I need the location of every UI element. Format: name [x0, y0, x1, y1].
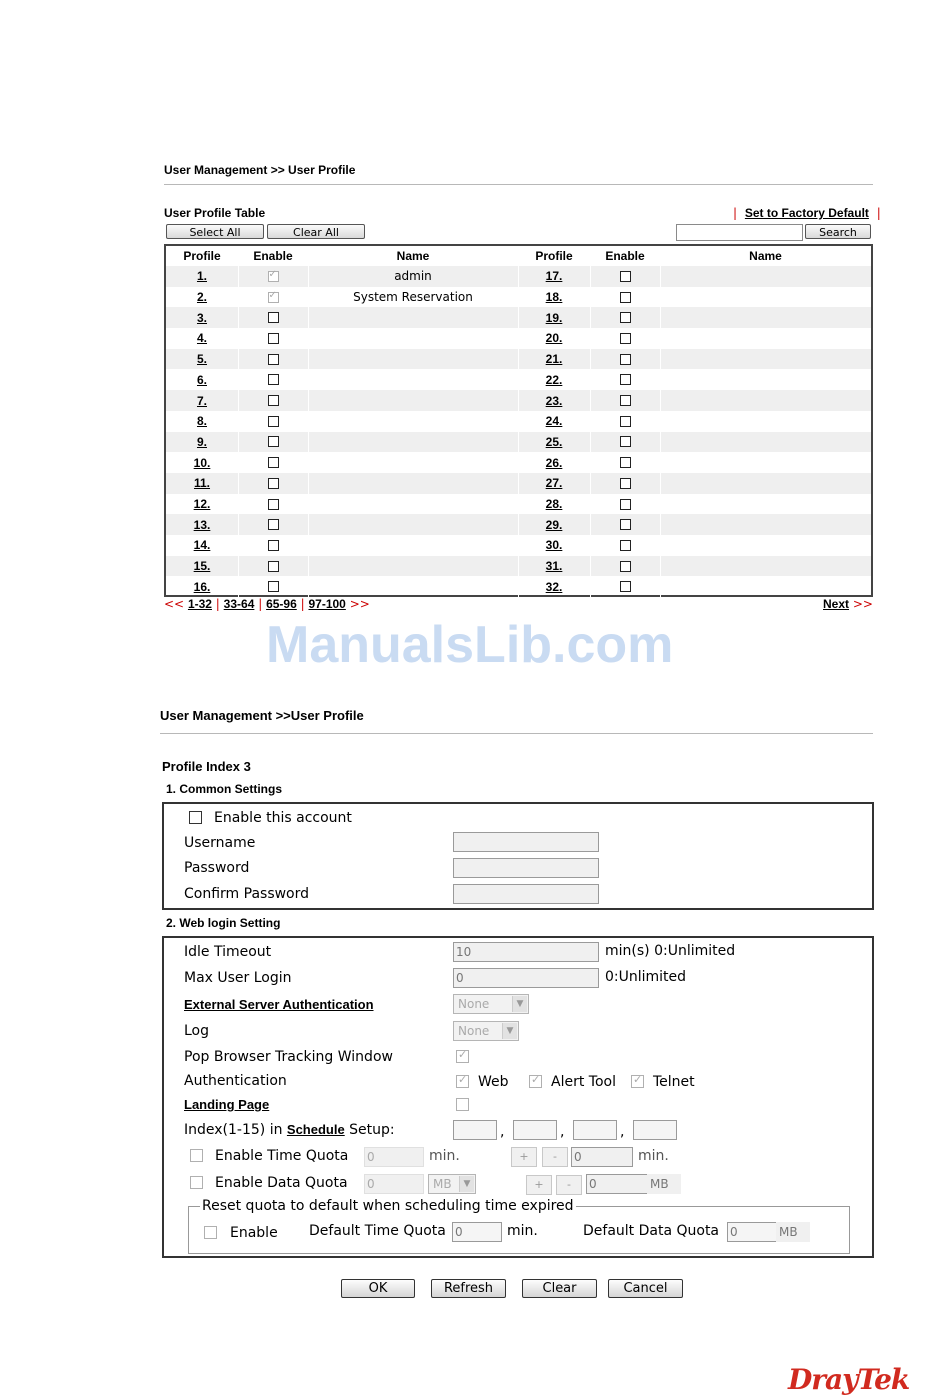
default-data-quota-input[interactable]: 0 — [727, 1222, 777, 1242]
profile-link[interactable]: 24. — [545, 414, 563, 429]
enable-checkbox[interactable] — [620, 333, 631, 344]
profile-link[interactable]: 16. — [193, 579, 211, 594]
table-row — [166, 349, 871, 370]
profile-link[interactable]: 21. — [545, 352, 563, 367]
enable-checkbox[interactable] — [268, 457, 279, 468]
pager-page-3[interactable]: 65-96 — [266, 597, 297, 611]
search-input[interactable] — [676, 224, 803, 241]
clear-all-button[interactable]: Clear All — [267, 224, 365, 239]
schedule-index-label — [184, 1122, 395, 1138]
data-quota-plus-button[interactable]: + — [526, 1175, 552, 1195]
log-select[interactable] — [453, 1021, 519, 1041]
log-value: None — [458, 1024, 490, 1038]
enable-checkbox[interactable] — [620, 519, 631, 530]
enable-account-checkbox[interactable] — [189, 811, 202, 824]
pop-browser-label: Pop Browser Tracking Window — [184, 1049, 393, 1065]
profile-link[interactable]: 26. — [545, 455, 563, 470]
default-time-quota-unit: min. — [507, 1223, 538, 1239]
confirm-password-input[interactable] — [453, 884, 599, 904]
authentication-label: Authentication — [184, 1073, 287, 1089]
clear-button[interactable]: Clear — [522, 1279, 597, 1298]
enable-checkbox[interactable] — [620, 540, 631, 551]
profile-link[interactable]: 28. — [545, 497, 563, 512]
select-all-button[interactable]: Select All — [166, 224, 264, 239]
table-row — [166, 494, 871, 515]
data-quota-minus-button[interactable]: - — [556, 1175, 582, 1195]
watermark: ManualsLib.com — [266, 616, 674, 674]
header-enable: Enable — [253, 249, 293, 263]
landing-page-link[interactable]: Landing Page — [184, 1097, 270, 1112]
enable-checkbox[interactable] — [268, 540, 279, 551]
table-row — [166, 473, 871, 494]
schedule-index-suffix: Setup: — [349, 1122, 395, 1138]
enable-checkbox[interactable] — [620, 354, 631, 365]
enable-checkbox[interactable] — [268, 436, 279, 447]
schedule-index-2[interactable] — [513, 1120, 557, 1140]
max-user-login-input[interactable]: 0 — [453, 968, 599, 988]
profile-link[interactable]: 25. — [545, 434, 563, 449]
auth-alert-checkbox[interactable] — [529, 1075, 542, 1088]
enable-checkbox[interactable] — [268, 581, 279, 592]
auth-web-label: Web — [478, 1074, 509, 1090]
auth-telnet-checkbox[interactable] — [631, 1075, 644, 1088]
user-profile-table — [164, 244, 873, 597]
profile-link[interactable]: 6. — [196, 372, 207, 387]
profile-index-title: Profile Index 3 — [162, 759, 251, 774]
data-quota-total-input[interactable]: 0 — [586, 1174, 648, 1194]
pop-browser-checkbox[interactable] — [456, 1050, 469, 1063]
table-row — [166, 390, 871, 411]
default-time-quota-label: Default Time Quota — [309, 1223, 446, 1239]
schedule-index-prefix: Index(1-15) in — [184, 1122, 283, 1138]
reset-enable-label: Enable — [230, 1225, 278, 1241]
time-quota-total-input[interactable]: 0 — [571, 1147, 633, 1167]
data-quota-label: Enable Data Quota — [215, 1175, 348, 1191]
pager-page-2[interactable]: 33-64 — [223, 597, 255, 611]
auth-web-checkbox[interactable] — [456, 1075, 469, 1088]
confirm-password-label: Confirm Password — [184, 886, 310, 902]
enable-checkbox[interactable] — [620, 478, 631, 489]
profile-link[interactable]: 11. — [193, 476, 211, 491]
reset-quota-legend: Reset quota to default when scheduling time expired — [202, 1198, 574, 1214]
idle-timeout-hint: min(s) 0:Unlimited — [605, 943, 736, 959]
enable-checkbox[interactable] — [268, 374, 279, 385]
external-auth-select[interactable] — [453, 994, 529, 1014]
profile-link[interactable]: 2. — [196, 290, 207, 305]
enable-checkbox[interactable] — [620, 561, 631, 572]
ok-button[interactable]: OK — [341, 1279, 415, 1298]
enable-account-label: Enable this account — [214, 810, 352, 826]
table-row — [166, 370, 871, 391]
profile-link[interactable]: 12. — [193, 497, 211, 512]
profile-link[interactable]: 19. — [545, 310, 563, 325]
table-row — [166, 287, 871, 308]
default-data-quota-label: Default Data Quota — [583, 1223, 720, 1239]
pager-prev[interactable]: << — [164, 597, 185, 611]
enable-checkbox — [268, 292, 279, 303]
auth-alert-label: Alert Tool — [551, 1074, 616, 1090]
enable-checkbox[interactable] — [268, 312, 279, 323]
table-row — [166, 307, 871, 328]
profile-link[interactable]: 3. — [196, 310, 207, 325]
profile-link[interactable]: 20. — [545, 331, 563, 346]
default-time-quota-input[interactable]: 0 — [452, 1222, 502, 1242]
profile-name: System Reservation — [353, 290, 473, 305]
data-quota-input[interactable]: 0 — [364, 1174, 424, 1194]
enable-checkbox[interactable] — [268, 333, 279, 344]
time-quota-input[interactable]: 0 — [364, 1147, 424, 1167]
breadcrumb: User Management >>User Profile — [160, 708, 364, 723]
enable-checkbox[interactable] — [620, 581, 631, 592]
pager-next-arrows[interactable]: >> — [349, 597, 370, 611]
data-quota-unit-value: MB — [433, 1177, 452, 1191]
time-quota-minus-button[interactable]: - — [542, 1147, 568, 1167]
table-row — [166, 266, 871, 287]
profile-link[interactable]: 32. — [545, 579, 563, 594]
chevron-down-icon: ▼ — [502, 1023, 517, 1039]
profile-link[interactable]: 22. — [545, 372, 563, 387]
separator: | — [300, 597, 305, 611]
profile-link[interactable]: 9. — [196, 434, 207, 449]
password-label: Password — [184, 860, 250, 876]
profile-link[interactable]: 10. — [193, 455, 211, 470]
schedule-index-3[interactable] — [573, 1120, 617, 1140]
profile-link[interactable]: 14. — [193, 538, 211, 553]
table-row — [166, 432, 871, 453]
profile-name: admin — [394, 269, 432, 284]
idle-timeout-label: Idle Timeout — [184, 944, 272, 960]
landing-page-checkbox[interactable] — [456, 1098, 469, 1111]
enable-checkbox[interactable] — [620, 374, 631, 385]
reset-enable-checkbox[interactable] — [204, 1226, 217, 1239]
enable-checkbox[interactable] — [268, 354, 279, 365]
username-label: Username — [184, 835, 256, 851]
refresh-button[interactable]: Refresh — [431, 1279, 506, 1298]
factory-default-link[interactable]: Set to Factory Default — [744, 206, 869, 220]
external-auth-value: None — [458, 997, 490, 1011]
profile-link[interactable]: 7. — [196, 393, 207, 408]
profile-link[interactable]: 13. — [193, 517, 211, 532]
profile-link[interactable]: 5. — [196, 352, 207, 367]
default-data-quota-unit: MB — [776, 1222, 810, 1242]
header-profile: Profile — [183, 249, 221, 263]
separator: | — [733, 206, 738, 220]
enable-checkbox[interactable] — [620, 271, 631, 282]
external-server-auth-link[interactable]: External Server Authentication — [184, 997, 374, 1012]
schedule-index-1[interactable] — [453, 1120, 497, 1140]
profile-link[interactable]: 23. — [545, 393, 563, 408]
profile-link[interactable]: 30. — [545, 538, 563, 553]
data-quota-unit-select[interactable] — [428, 1174, 476, 1194]
header-profile: Profile — [535, 249, 573, 263]
comma: , — [620, 1124, 625, 1140]
separator: | — [876, 206, 881, 220]
pager-next-arrows[interactable]: >> — [852, 597, 873, 611]
separator: | — [215, 597, 220, 611]
enable-checkbox[interactable] — [268, 395, 279, 406]
comma: , — [560, 1124, 565, 1140]
profile-link[interactable]: 15. — [193, 559, 211, 574]
separator: | — [258, 597, 263, 611]
enable-checkbox[interactable] — [268, 499, 279, 510]
time-quota-plus-button[interactable]: + — [511, 1147, 537, 1167]
max-user-login-label: Max User Login — [184, 970, 292, 986]
enable-checkbox[interactable] — [268, 519, 279, 530]
profile-link[interactable]: 18. — [545, 290, 563, 305]
enable-checkbox[interactable] — [620, 395, 631, 406]
profile-link[interactable]: 17. — [545, 269, 563, 284]
schedule-index-4[interactable] — [633, 1120, 677, 1140]
enable-checkbox — [268, 271, 279, 282]
enable-checkbox[interactable] — [620, 499, 631, 510]
profile-link[interactable]: 1. — [196, 269, 207, 284]
chevron-down-icon: ▼ — [459, 1176, 474, 1192]
enable-checkbox[interactable] — [268, 478, 279, 489]
time-quota-checkbox[interactable] — [190, 1149, 203, 1162]
profile-link[interactable]: 27. — [545, 476, 563, 491]
table-row — [166, 556, 871, 577]
enable-checkbox[interactable] — [620, 416, 631, 427]
pager-next-area — [823, 597, 873, 611]
divider — [160, 733, 873, 734]
time-quota-total-unit: min. — [638, 1148, 669, 1164]
auth-telnet-label: Telnet — [653, 1074, 695, 1090]
pager-next[interactable]: Next — [823, 597, 850, 611]
username-input[interactable] — [453, 832, 599, 852]
profile-link[interactable]: 8. — [196, 414, 207, 429]
enable-checkbox[interactable] — [620, 292, 631, 303]
enable-checkbox[interactable] — [620, 312, 631, 323]
enable-checkbox[interactable] — [620, 436, 631, 447]
profile-link[interactable]: 29. — [545, 517, 563, 532]
pager-page-4[interactable]: 97-100 — [308, 597, 346, 611]
common-settings-title: 1. Common Settings — [166, 782, 283, 796]
breadcrumb: User Management >> User Profile — [164, 163, 356, 177]
enable-checkbox[interactable] — [620, 457, 631, 468]
table-row — [166, 535, 871, 556]
header-name: Name — [749, 249, 782, 263]
factory-default-area — [733, 206, 881, 220]
header-enable: Enable — [605, 249, 645, 263]
header-name: Name — [396, 249, 430, 263]
enable-checkbox[interactable] — [268, 561, 279, 572]
table-row — [166, 577, 871, 598]
log-label: Log — [184, 1023, 210, 1039]
table-title: User Profile Table — [164, 206, 266, 220]
web-login-title: 2. Web login Setting — [166, 916, 281, 930]
time-quota-label: Enable Time Quota — [215, 1148, 349, 1164]
table-row — [166, 514, 871, 535]
table-row — [166, 452, 871, 473]
pager-page-1[interactable]: 1-32 — [187, 597, 212, 611]
data-quota-checkbox[interactable] — [190, 1176, 203, 1189]
password-input[interactable] — [453, 858, 599, 878]
pager — [164, 597, 370, 611]
chevron-down-icon: ▼ — [512, 996, 527, 1012]
table-row — [166, 411, 871, 432]
schedule-link[interactable]: Schedule — [286, 1122, 345, 1137]
search-button[interactable]: Search — [805, 224, 871, 239]
data-quota-total-unit: MB — [647, 1174, 681, 1194]
idle-timeout-input[interactable]: 10 — [453, 942, 599, 962]
enable-checkbox[interactable] — [268, 416, 279, 427]
profile-link[interactable]: 4. — [196, 331, 207, 346]
max-user-login-hint: 0:Unlimited — [605, 969, 687, 985]
table-row — [166, 328, 871, 349]
profile-link[interactable]: 31. — [545, 559, 563, 574]
divider — [164, 184, 873, 185]
draytek-logo: DrayTek — [788, 1363, 910, 1396]
time-quota-unit: min. — [429, 1148, 460, 1164]
cancel-button[interactable]: Cancel — [608, 1279, 683, 1298]
comma: , — [500, 1124, 505, 1140]
